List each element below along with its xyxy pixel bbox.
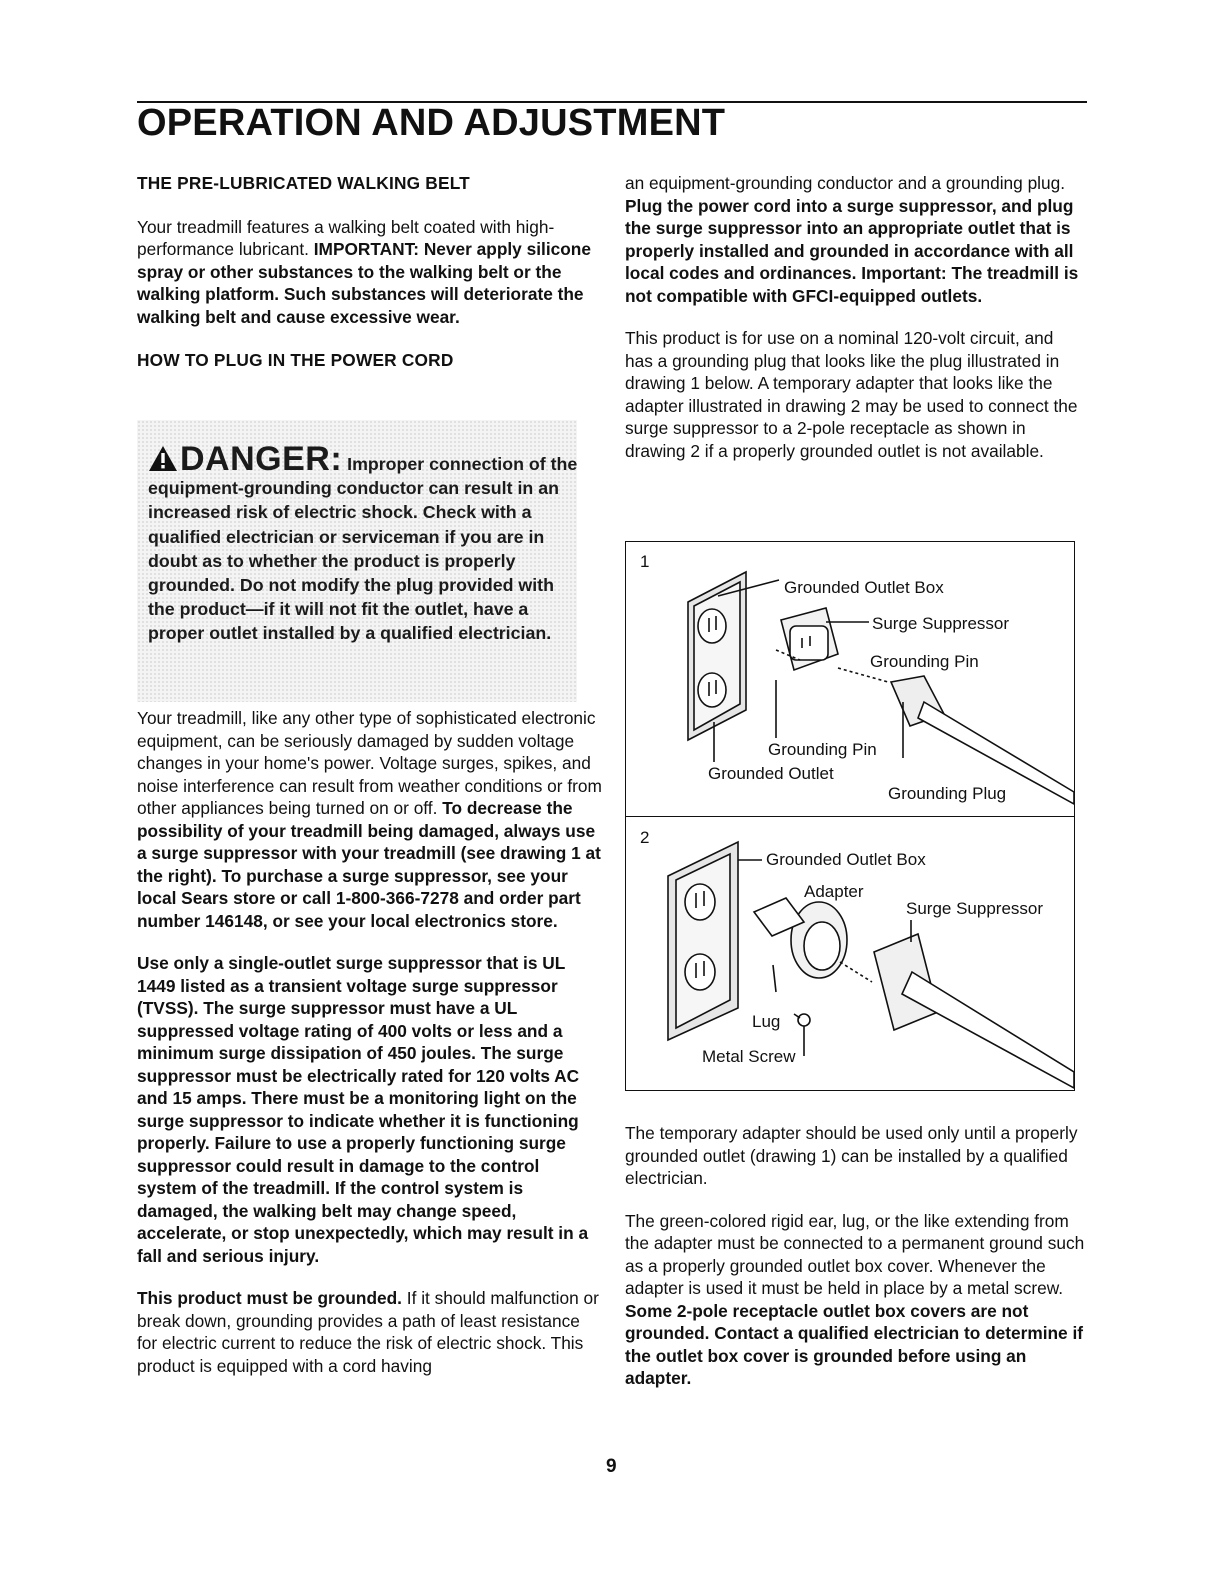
label-adapter: Adapter (804, 882, 864, 901)
grounded-text: If it should malfunction or break down, grounding provides a path of least resistance for electric current to reduce the risk of electric shock. This product is equipped with a cord having (137, 1288, 599, 1376)
surge-bold: To decrease the possibility of your treadmill being damaged, always use a surge suppressor with your treadmill (see drawing 1 at the right). To purchase a surge suppressor, see your local Sears store or call 1-800-366-7278 and order part number 146148, or see your local electronics store. (137, 798, 601, 931)
label-lug: Lug (752, 1012, 781, 1031)
label-grounded-outlet-box-1: Grounded Outlet Box (784, 578, 944, 597)
label-metal-screw: Metal Screw (702, 1047, 796, 1066)
cont-bold: Plug the power cord into a surge suppressor, and plug the surge suppressor into an appropriate outlet that is properly installed and grounded in accordance with all local codes and ordinances. Important: The treadmill is not compatible with GFCI-equipped outlets. (625, 195, 1079, 306)
plug-heading: HOW TO PLUG IN THE POWER CORD (137, 350, 454, 370)
warning-triangle-icon (148, 445, 178, 472)
label-surge-suppressor-1: Surge Suppressor (872, 614, 1010, 633)
grounding-figure (625, 541, 1075, 1091)
circuit-paragraph: This product is for use on a nominal 120-volt circuit, and has a grounding plug that looks like the plug illustrated in drawing 1 below. A temporary adapter that looks like the adapter illustrated in drawing 2 may be used to connect the surge suppressor to a 2-pole receptacle as shown in drawing 2 if a properly grounded outlet is not available. (625, 328, 1078, 461)
single-outlet-paragraph (137, 952, 602, 1267)
label-grounded-outlet-box-2: Grounded Outlet Box (766, 850, 926, 869)
cont-paragraph (625, 172, 1085, 307)
figure-divider (626, 816, 1074, 817)
surge-paragraph (137, 707, 602, 932)
drawing-2-number: 2 (640, 828, 650, 847)
surge-text: Your treadmill, like any other type of sophisticated electronic equipment, can be seriously damaged by sudden voltage changes in your home's power. Voltage surges, spikes, and noise interference can result from weather conditions or from other appliances being turned on or off. (137, 708, 602, 818)
grounded-paragraph (137, 1287, 602, 1377)
label-grounded-outlet: Grounded Outlet (708, 764, 834, 783)
adapter-paragraph: The temporary adapter should be used only until a properly grounded outlet (drawing 1) can be installed by a qualified electrician. (625, 1123, 1078, 1188)
cont-text: an equipment-grounding conductor and a grounding plug. (625, 173, 1066, 193)
right-column (625, 172, 1085, 462)
ear-bold: Some 2-pole receptacle outlet box covers are not grounded. Contact a qualified electrician to determine if the outlet box cover is grounded before using an adapter. (625, 1300, 1084, 1388)
grounded-bold: This product must be grounded. (137, 1288, 402, 1308)
single-outlet-bold: Use only a single-outlet surge suppressor that is UL 1449 listed as a transient voltage surge suppressor (TVSS). The surge suppressor must have a UL suppressed voltage rating of 400 volts or less and a minimum surge dissipation of 450 joules. The surge suppressor must be electrically rated for 120 volts AC and 15 amps. There must be a monitoring light on the surge suppressor to indicate whether it is functioning properly. Failure to use a properly functioning surge suppressor could result in damage to the control system of the treadmill. If the control system is damaged, the walking belt may change speed, accelerate, or stop unexpectedly, which may result in a fall and serious injury. (137, 953, 589, 1266)
ear-paragraph (625, 1210, 1085, 1390)
label-grounding-plug: Grounding Plug (888, 784, 1007, 803)
belt-paragraph (137, 216, 602, 329)
drawing-1-number: 1 (640, 552, 650, 571)
label-grounding-pin-center: Grounding Pin (768, 740, 877, 759)
danger-notice (148, 440, 578, 646)
belt-important: IMPORTANT: Never apply silicone spray or other substances to the walking belt or the walking platform. Such substances will deteriorate the walking belt and cause excessive wear. (137, 239, 591, 327)
left-column-lower (137, 707, 602, 1377)
belt-heading: THE PRE-LUBRICATED WALKING BELT (137, 173, 470, 193)
belt-text: Your treadmill features a walking belt coated with high-performance lubricant. (137, 216, 555, 259)
ear-text: The green-colored rigid ear, lug, or the like extending from the adapter must be connected to a permanent ground such as a properly grounded outlet box cover. Whenever the adapter is used it must be held in place by a metal screw. (625, 1210, 1085, 1298)
label-grounding-pin-right: Grounding Pin (870, 652, 979, 671)
danger-text: Improper connection of the equipment-grounding conductor can result in an increased risk of electric shock. Check with a qualified electrician or serviceman if you are in doubt as to whether the product is properly grounded. Do not modify the plug provided with the product—if it will not fit the outlet, have a proper outlet installed by a qualified electrician. (148, 454, 578, 644)
danger-word: DANGER: (180, 440, 343, 478)
left-column (137, 172, 602, 372)
right-column-lower (625, 1122, 1085, 1390)
page-title: OPERATION AND ADJUSTMENT (137, 102, 726, 144)
label-surge-suppressor-2: Surge Suppressor (906, 899, 1044, 918)
page-number: 9 (606, 1456, 617, 1477)
